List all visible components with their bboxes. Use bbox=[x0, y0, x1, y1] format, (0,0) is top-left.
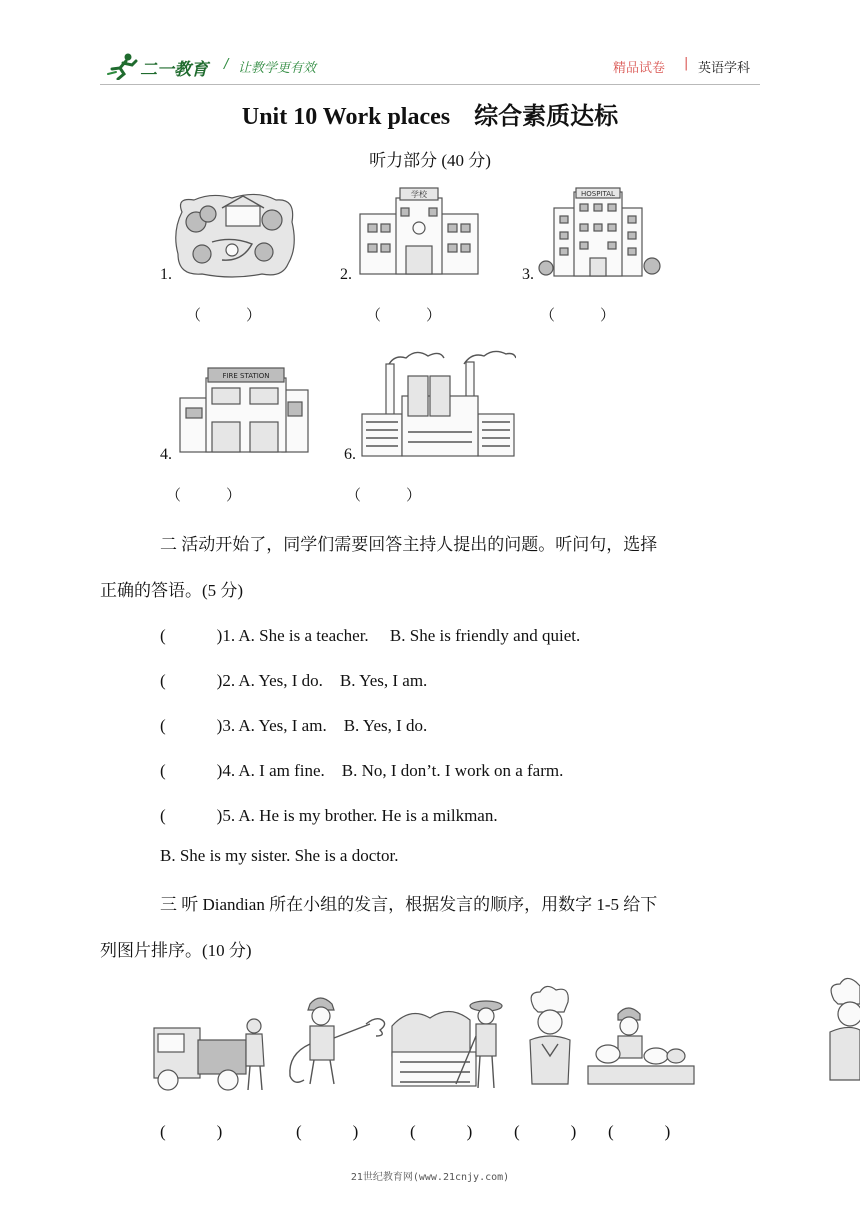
factory-image bbox=[360, 346, 516, 458]
item-number: 4. bbox=[160, 446, 172, 463]
school-image bbox=[356, 186, 482, 276]
section3-instruction: 三 听 Diandian 所在小组的发言，根据发言的顺序，用数字 1-5 给下 bbox=[160, 895, 658, 914]
chef-image bbox=[522, 984, 578, 1088]
chef-image bbox=[820, 976, 860, 1084]
page-title: Unit 10 Work places 综合素质达标 bbox=[241, 104, 619, 130]
question-text: 3. A. Yes, I am. B. Yes, I do. bbox=[222, 716, 428, 735]
section2-instruction-cont: 正确的答语。(5 分) bbox=[100, 581, 244, 600]
answer-paren[interactable]: ( ) bbox=[608, 1122, 671, 1141]
item-number: 3. bbox=[522, 266, 534, 283]
answer-paren[interactable]: （ ） bbox=[186, 308, 262, 324]
answer-paren[interactable]: （ ） bbox=[346, 488, 422, 504]
fire-station-image bbox=[178, 364, 310, 454]
answer-paren[interactable]: ( ) bbox=[410, 1122, 473, 1141]
milkman-truck-image bbox=[150, 1010, 274, 1094]
question-option-b: B. She is my sister. She is a doctor. bbox=[160, 846, 399, 865]
runner-logo-icon bbox=[106, 52, 144, 80]
section2-instruction: 二 活动开始了，同学们需要回答主持人提出的问题。听问句，选择 bbox=[160, 535, 658, 554]
answer-paren[interactable]: ( ) bbox=[160, 671, 223, 690]
answer-paren[interactable]: ( ) bbox=[160, 806, 223, 825]
school-sign: 学校 bbox=[411, 190, 427, 199]
firefighter-image bbox=[280, 994, 390, 1090]
item-number: 6. bbox=[344, 446, 356, 463]
header-divider-line bbox=[100, 84, 760, 85]
slogan-slash: / bbox=[224, 57, 229, 72]
question-text: 1. A. She is a teacher. B. She is friendly and quiet. bbox=[222, 626, 581, 645]
header-quality-label: 精品试卷 bbox=[613, 61, 666, 76]
item-number: 2. bbox=[340, 266, 352, 283]
item-number: 1. bbox=[160, 266, 172, 283]
answer-paren[interactable]: ( ) bbox=[160, 761, 223, 780]
answer-paren[interactable]: ( ) bbox=[160, 626, 223, 645]
answer-paren[interactable]: ( ) bbox=[514, 1122, 577, 1141]
section3-instruction-cont: 列图片排序。(10 分) bbox=[100, 941, 252, 960]
logo-text: 二一教育 bbox=[140, 60, 208, 80]
question-row bbox=[160, 666, 427, 691]
header bbox=[100, 48, 760, 84]
question-row bbox=[160, 621, 580, 646]
hospital-image bbox=[538, 186, 662, 278]
vet-image bbox=[584, 1004, 696, 1090]
header-divider: | bbox=[684, 56, 689, 71]
farmer-image bbox=[390, 996, 522, 1090]
answer-paren[interactable]: ( ) bbox=[160, 1122, 223, 1141]
answer-paren[interactable]: （ ） bbox=[540, 308, 616, 324]
answer-paren[interactable]: （ ） bbox=[166, 488, 242, 504]
footer-text: 21世纪教育网(www.21cnjy.com) bbox=[350, 1172, 510, 1183]
answer-paren[interactable]: ( ) bbox=[296, 1122, 359, 1141]
answer-paren[interactable]: ( ) bbox=[160, 716, 223, 735]
question-row bbox=[160, 711, 427, 736]
question-row bbox=[160, 801, 498, 826]
header-subject: 英语学科 bbox=[698, 61, 751, 76]
slogan: 让教学更有效 bbox=[238, 61, 317, 76]
park-image bbox=[172, 192, 298, 278]
question-text: 5. A. He is my brother. He is a milkman. bbox=[222, 806, 498, 825]
fire-station-sign: FIRE STATION bbox=[222, 372, 270, 380]
section1-heading: 听力部分 (40 分) bbox=[369, 151, 491, 170]
hospital-sign: HOSPITAL bbox=[581, 190, 615, 198]
question-row bbox=[160, 756, 563, 781]
question-text: 2. A. Yes, I do. B. Yes, I am. bbox=[222, 671, 428, 690]
question-text: 4. A. I am fine. B. No, I don’t. I work on a farm. bbox=[222, 761, 564, 780]
answer-paren[interactable]: （ ） bbox=[366, 308, 442, 324]
